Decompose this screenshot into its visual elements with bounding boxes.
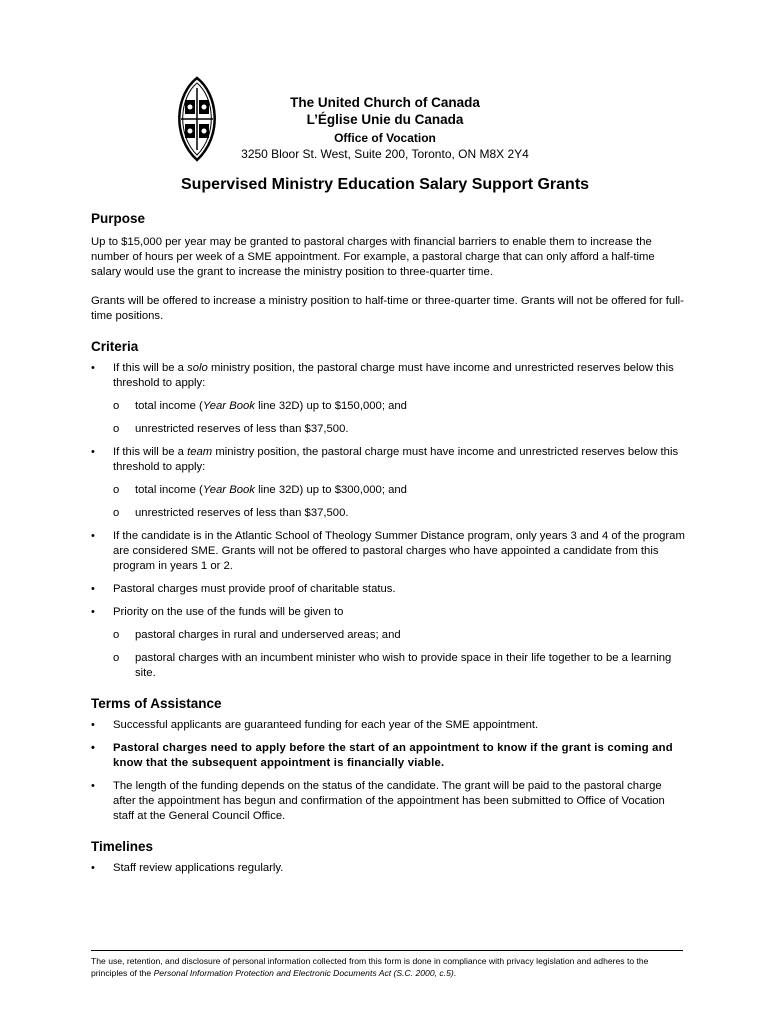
- document-body: [91, 210, 686, 876]
- org-name-en: The United Church of Canada: [290, 95, 480, 110]
- timelines-list: [91, 861, 686, 876]
- list-item: • Pastoral charges need to apply before the start of an appointment to know if the grant is coming and know that the subsequent appointment is financially viable.: [91, 741, 686, 771]
- sub-list-item: o total income (Year Book line 32D) up to $150,000; and: [113, 400, 407, 412]
- sub-list-item: o pastoral charges in rural and underserved areas; and: [113, 629, 401, 641]
- page-title: Supervised Ministry Education Salary Support Grants: [180, 176, 590, 193]
- purpose-paragraph: Grants will be offered to increase a ministry position to half-time or three-quarter time. Grants will not be offered for full-time positions.: [91, 295, 684, 322]
- criteria-heading: Criteria: [91, 339, 139, 354]
- criteria-list: [91, 361, 686, 681]
- org-name-fr: L’Église Unie du Canada: [306, 112, 464, 127]
- sub-list-item: o unrestricted reserves of less than $37,500.: [113, 507, 349, 519]
- list-item: • Staff review applications regularly.: [91, 861, 686, 876]
- purpose-paragraph: Up to $15,000 per year may be granted to pastoral charges with financial barriers to enable them to increase the number of hours per week of a SME appointment. For example, a pastoral charge that can only afford a half-time salary would use the grant to increase the ministry position to three-quarter time.: [91, 236, 655, 278]
- list-item: • The length of the funding depends on the status of the candidate. The grant will be paid to the pastoral charge after the appointment has begun and confirmation of the appointment has been submitted to Office of Vocation staff at the General Council Office.: [91, 779, 686, 824]
- purpose-heading: Purpose: [91, 211, 146, 226]
- list-item: • Pastoral charges must provide proof of charitable status.: [91, 582, 686, 597]
- sub-list-item: o unrestricted reserves of less than $37,500.: [113, 423, 349, 435]
- list-item: • If this will be a solo ministry position, the pastoral charge must have income and unrestricted reserves below this threshold to apply: o total income (Year Book line 32D) up to $150,000; and o unrestricted reserves of less than $37,500.: [91, 361, 686, 437]
- terms-heading: Terms of Assistance: [91, 696, 222, 711]
- timelines-heading: Timelines: [91, 839, 154, 854]
- list-item: • Successful applicants are guaranteed funding for each year of the SME appointment.: [91, 718, 686, 733]
- list-item: • Priority on the use of the funds will be given to o pastoral charges in rural and underserved areas; and o pastoral charges with an incumbent minister who wish to provide space in their life together to be a learning site.: [91, 605, 686, 681]
- sub-list: [113, 483, 686, 521]
- sub-list-item: o pastoral charges with an incumbent minister who wish to provide space in their life together to be a learning site.: [113, 652, 672, 679]
- office-address: 3250 Bloor St. West, Suite 200, Toronto, ON M8X 2Y4: [241, 147, 529, 161]
- sub-list: [113, 399, 686, 437]
- terms-list: [91, 718, 686, 824]
- list-item: • If this will be a team ministry position, the pastoral charge must have income and unrestricted reserves below this threshold to apply: o total income (Year Book line 32D) up to $300,000; and o unrestricted reserves of less than $37,500.: [91, 445, 686, 521]
- letterhead: [200, 95, 570, 162]
- sub-list-item: o total income (Year Book line 32D) up to $300,000; and: [113, 484, 407, 496]
- office-name: Office of Vocation: [334, 131, 436, 145]
- sub-list: [113, 628, 686, 681]
- list-item: • If the candidate is in the Atlantic School of Theology Summer Distance program, only years 3 and 4 of the program are considered SME. Grants will not be offered to pastoral charges who have appointed a candidate from this program in years 1 or 2.: [91, 529, 686, 574]
- privacy-footer: The use, retention, and disclosure of personal information collected from this form is done in compliance with privacy legislation and adheres to the principles of the Personal Information Protection and Electronic Documents Act (S.C. 2000, c.5).: [91, 950, 683, 979]
